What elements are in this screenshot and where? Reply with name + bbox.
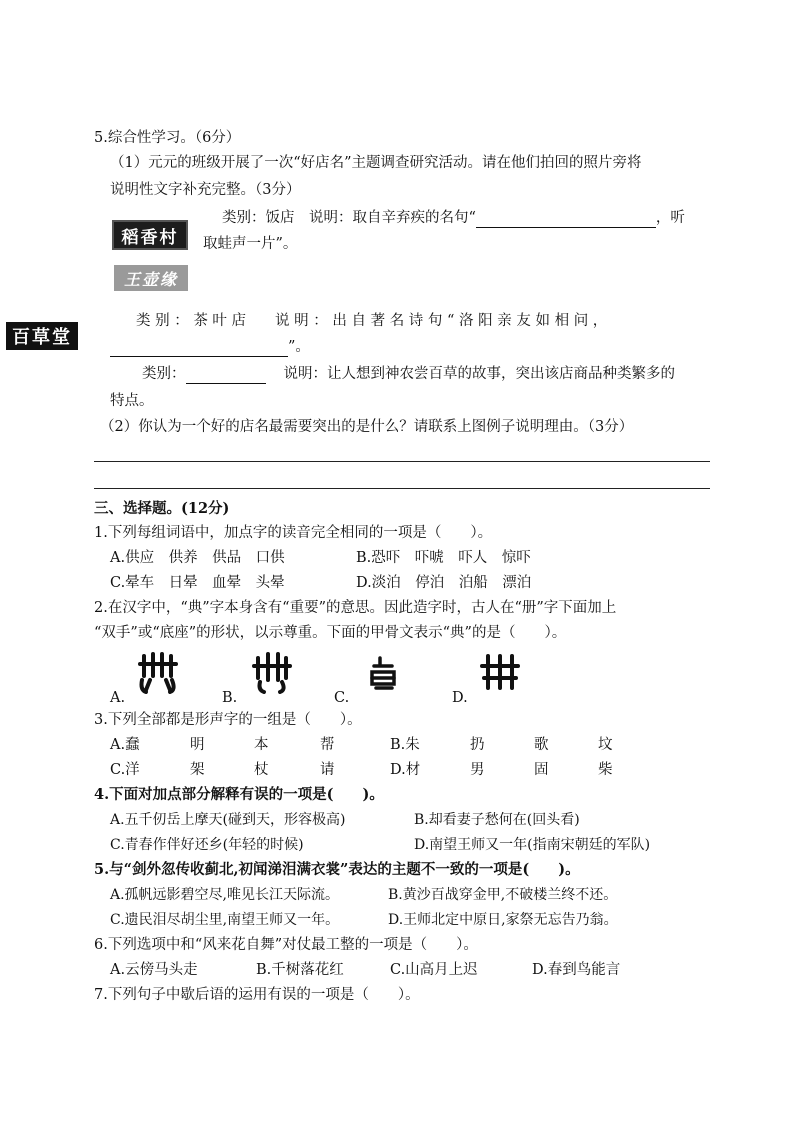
q3-a-3: 本 [254, 737, 269, 753]
q3-a-4: 帮 [320, 737, 335, 753]
q1-option-a[interactable]: A.供应 供养 供品 口供 [110, 550, 285, 566]
q5-item1-text-a: 类别：饭店 说明：取自辛弃疾的名句“ [222, 210, 476, 226]
q5-item1-line1 [222, 208, 685, 228]
q5-item3-line1 [142, 364, 675, 384]
q4-stem: 4.下面对加点部分解释有误的一项是( )。 [94, 786, 384, 803]
q4-option-a[interactable]: A.五千仞岳上摩天(碰到天，形容极高) [110, 812, 346, 828]
oracle-glyph-c-icon [366, 654, 402, 694]
q3-a-2: 明 [190, 737, 205, 753]
q3-c-1: C.洋 [110, 762, 140, 778]
q3-c-4: 请 [320, 762, 335, 778]
q2-option-a[interactable]: A. [110, 690, 126, 706]
q2-stem-line1: 2.在汉字中，“典”字本身含有“重要”的意思。因此造字时，古人在“册”字下面加上 [94, 600, 617, 616]
q6-option-c[interactable]: C.山高月上迟 [390, 962, 478, 978]
q5-item2-line2 [110, 337, 310, 357]
q3-d-3: 固 [534, 762, 549, 778]
q5-choice-option-a[interactable]: A.孤帆远影碧空尽,唯见长江天际流。 [110, 887, 340, 903]
q3-b-2: 扔 [470, 737, 485, 753]
q3-b-1: B.朱 [390, 737, 420, 753]
q5-choice-option-d[interactable]: D.王师北定中原日,家祭无忘告乃翁。 [388, 912, 618, 928]
oracle-glyph-d-icon [480, 652, 520, 694]
logo-baicaotang: 百草堂 [6, 322, 78, 350]
logo-wanghuyuan: 王壶缘 [114, 265, 188, 291]
answer-line-2[interactable] [94, 488, 710, 489]
q1-stem: 1.下列每组词语中，加点字的读音完全相同的一项是（ ）。 [94, 525, 493, 541]
q3-c-2: 架 [190, 762, 205, 778]
q5-choice-stem: 5.与“剑外忽传收蓟北,初闻涕泪满衣裳”表达的主题不一致的一项是( )。 [94, 861, 580, 878]
q4-option-b[interactable]: B.却看妻子愁何在(回头看) [414, 812, 580, 828]
q5-item1-blank[interactable] [476, 211, 656, 228]
q3-d-2: 男 [470, 762, 485, 778]
q6-stem: 6.下列选项中和“风来花自舞”对仗最工整的一项是（ ）。 [94, 937, 478, 953]
q7-stem: 7.下列句子中歇后语的运用有误的一项是（ ）。 [94, 987, 420, 1003]
q6-option-b[interactable]: B.千树落花红 [256, 962, 344, 978]
q4-option-c[interactable]: C.青春作伴好还乡(年轻的时候) [110, 837, 304, 853]
logo-daoxiangcun: 稻香村 [112, 220, 188, 250]
q2-stem-line2: “双手”或“底座”的形状，以示尊重。下面的甲骨文表示“典”的是（ ）。 [94, 625, 567, 641]
q2-option-c[interactable]: C. [334, 690, 350, 706]
answer-line-1[interactable] [94, 461, 710, 462]
q5-part1-line1: （1）元元的班级开展了一次“好店名”主题调查研究活动。请在他们拍回的照片旁将 [110, 155, 642, 171]
oracle-glyph-b-icon [250, 650, 294, 694]
q5-choice-option-b[interactable]: B.黄沙百战穿金甲,不破楼兰终不还。 [388, 887, 618, 903]
section3-header: 三、选择题。(12分) [94, 500, 230, 517]
q5-item2-line1: 类 别 ： 茶 叶 店 说 明 ： 出 自 著 名 诗 句 “ 洛 阳 亲 友 如 相 问 ， [136, 313, 608, 329]
q1-option-b[interactable]: B.恐吓 吓唬 吓人 惊吓 [356, 550, 531, 566]
q5-part2: （2）你认为一个好的店名最需要突出的是什么？请联系上图例子说明理由。（3分） [100, 419, 634, 435]
q3-c-3: 杖 [254, 762, 269, 778]
q1-option-d[interactable]: D.淡泊 停泊 泊船 漂泊 [356, 575, 532, 591]
q3-stem: 3.下列全部都是形声字的一组是（ ）。 [94, 712, 362, 728]
q5-item1-line2: 取蛙声一片”。 [203, 236, 298, 252]
q5-item3-blank[interactable] [186, 367, 266, 384]
q3-b-3: 歌 [534, 737, 549, 753]
q2-option-b[interactable]: B. [222, 690, 238, 706]
q5-part1-line2: 说明性文字补充完整。（3分） [110, 182, 301, 198]
q3-a-1: A.蠢 [110, 737, 140, 753]
q3-b-4: 坟 [598, 737, 613, 753]
q5-item1-text-b: ，听 [655, 210, 685, 226]
q5-item3-text-b: 说明：让人想到神农尝百草的故事，突出该店商品种类繁多的 [283, 366, 675, 382]
q5-item3-line2: 特点。 [110, 393, 154, 409]
q6-option-d[interactable]: D.春到鸟能言 [532, 962, 621, 978]
q5-item2-text-b: ”。 [288, 339, 310, 355]
q3-d-1: D.材 [390, 762, 421, 778]
q6-option-a[interactable]: A.云傍马头走 [110, 962, 198, 978]
q5-item2-blank[interactable] [110, 340, 288, 357]
q5-item3-text-a: 类别： [142, 366, 186, 382]
q5-title: 5.综合性学习。（6分） [94, 130, 241, 146]
oracle-glyph-a-icon [136, 650, 186, 694]
q2-option-d[interactable]: D. [452, 690, 468, 706]
q5-choice-option-c[interactable]: C.遗民泪尽胡尘里,南望王师又一年。 [110, 912, 340, 928]
q1-option-c[interactable]: C.晕车 日晕 血晕 头晕 [110, 575, 285, 591]
q3-d-4: 柴 [598, 762, 613, 778]
q4-option-d[interactable]: D.南望王师又一年(指南宋朝廷的军队) [414, 837, 651, 853]
